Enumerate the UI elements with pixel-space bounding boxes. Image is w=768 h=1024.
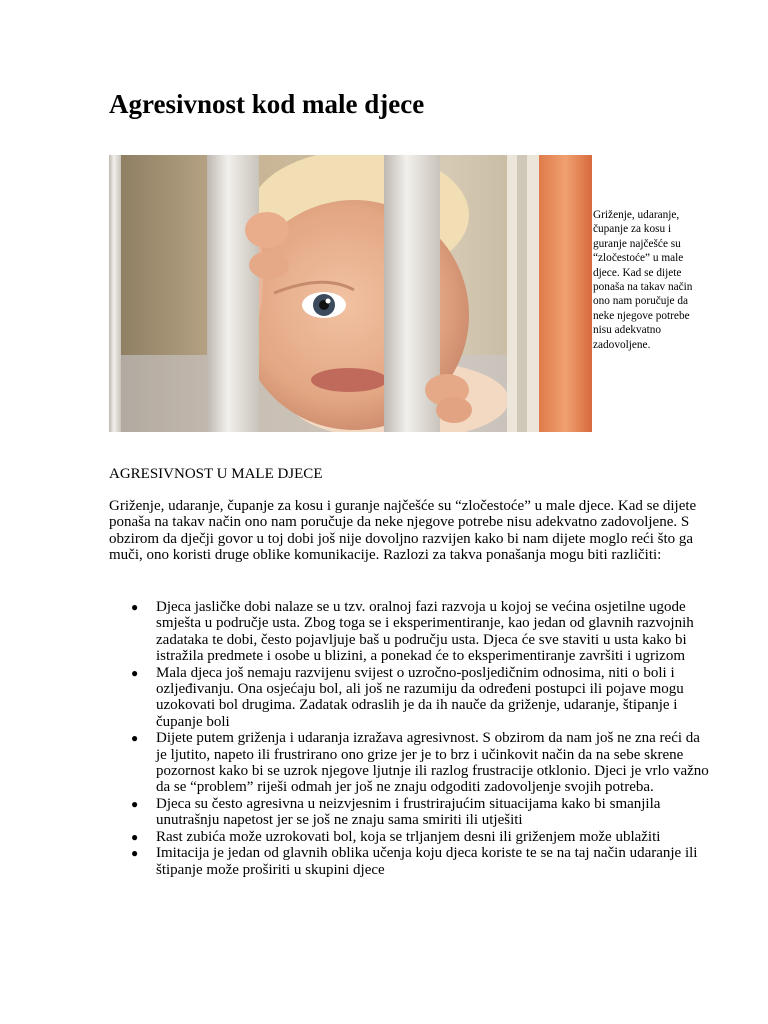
baby-crib-photo [109, 155, 592, 432]
intro-paragraph: Griženje, udaranje, čupanje za kosu i guranje najčešće su “zločestoće” u male djece. Kad se dijete ponaša na takav način ono nam poručuje da neke njegove potrebe nisu adekvatno zadovoljene. S obzirom da dječji govor u toj dobi još nije dovoljno razvijen kako bi nam dijete moglo reći što ga muči, ono koristi druge oblike komunikacije. Razlozi za takva ponašanja mogu biti različiti: [109, 498, 697, 564]
list-item [109, 829, 709, 845]
document-title: Agresivnost kod male djece [109, 89, 425, 119]
list-item [109, 665, 709, 731]
bullet-icon: ● [131, 665, 139, 680]
bullet-icon: ● [131, 600, 139, 614]
bullet-icon: ● [131, 846, 139, 861]
bullet-icon: ● [131, 796, 139, 811]
list-item [109, 730, 709, 796]
list-item [109, 845, 709, 878]
photo-caption: Griženje, udaranje, čupanje za kosu i guranje najčešće su “zločestoće” u male djece. Kad se dijete ponaša na takav način ono nam poručuje da neke njegove potrebe nisu adekvatno zadovoljene. [593, 209, 693, 351]
list-item-text: Mala djeca još nemaju razvijenu svijest o uzročno-posljedičnim odnosima, niti o boli i ozljeđivanju. Ona osjećaju bol, ali još ne razumiju da određeni postupci ili pojave mogu uzokovati bol drugima. Zadatak odraslih je da ih nauče da griženje, udaranje, štipanje i čupanje boli [156, 664, 684, 730]
list-item-text: Rast zubića može uzrokovati bol, koja se trljanjem desni ili griženjem može ublažiti [156, 828, 661, 845]
list-item-text: Imitacija je jedan od glavnih oblika učenja koju djeca koriste te se na taj način udaranje ili štipanje može proširiti u skupini djece [156, 845, 698, 878]
list-item [109, 599, 709, 665]
list-item [109, 796, 709, 829]
bullet-icon: ● [131, 731, 139, 746]
list-item-text: Dijete putem griženja i udaranja izražava agresivnost. S obzirom da nam još ne zna reći da je ljutito, napeto ili frustrirano ono grize jer je to brz i učinkovit način da na sebe skrene pozornost kako bi se uzrok njegove ljutnje ili razlog frustracije otklonio. Djeci je vrlo važno da se “problem” riješi odmah jer još ne znaju odgoditi zadovoljenje svojih potreba. [156, 730, 709, 796]
list-item-text: Djeca jasličke dobi nalaze se u tzv. oralnoj fazi razvoja u kojoj se većina osjetilne ugode smješta u područje usta. Zbog toga se i eksperimentiranje, kao jedan od glavnih razvojnih zadataka te dobi, često pojavljuje baš u području usta. Djeca će sve staviti u usta kako bi istražila predmete i osobe u blizini, a ponekad će to eksperimentiranje završiti i ugrizom [156, 599, 694, 665]
list-item-text: Djeca su često agresivna u neizvjesnim i frustrirajućim situacijama kako bi smanjila unutrašnju napetost jer se još ne znaju sama smiriti ili utješiti [156, 795, 661, 829]
section-heading: AGRESIVNOST U MALE DJECE [109, 466, 323, 482]
bullet-icon: ● [131, 829, 139, 844]
reasons-list [109, 599, 709, 878]
